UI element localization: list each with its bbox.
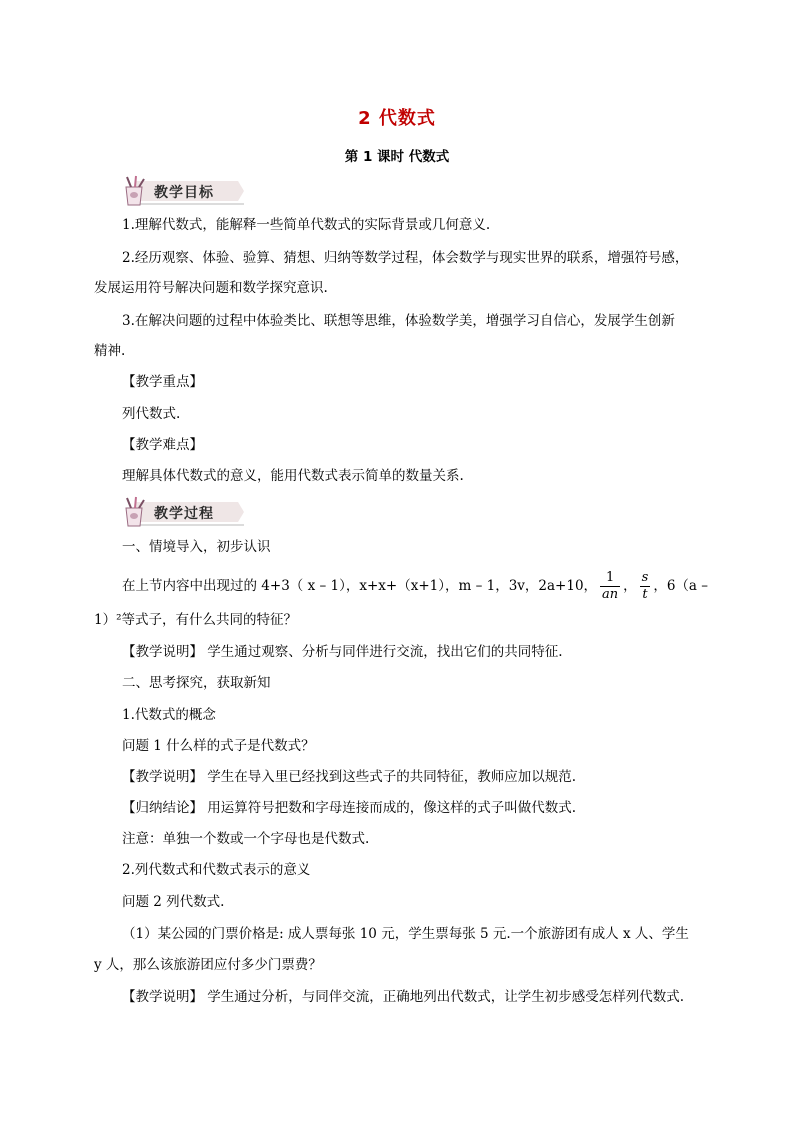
conclusion: 【归纳结论】 用运算符号把数和字母连接而成的，像这样的式子叫做代数式. — [122, 800, 577, 816]
process-banner — [118, 496, 246, 528]
key-point-heading: 【教学重点】 — [122, 374, 203, 390]
question-1: 问题 1 什么样的式子是代数式？ — [122, 738, 315, 754]
fraction-denominator: an — [602, 587, 619, 602]
fraction-s-over-t — [640, 570, 651, 603]
fraction-1-over-an — [600, 570, 620, 603]
teaching-note-1: 【教学说明】 学生通过观察、分析与同伴进行交流，找出它们的共同特征. — [122, 644, 563, 660]
section-1-heading: 一、情境导入，初步认识 — [122, 539, 271, 555]
section-1-question: 1）²等式子，有什么共同的特征？ — [94, 612, 298, 628]
question-2: 问题 2 列代数式. — [122, 894, 225, 910]
difficulty-heading: 【教学难点】 — [122, 437, 203, 453]
fraction-denominator: t — [642, 587, 648, 602]
expressions-tail: ，6（a – — [653, 578, 709, 594]
pen-holder-icon — [120, 175, 150, 207]
problem-1-line-2: y 人，那么该旅游团应付多少门票费？ — [94, 957, 322, 973]
goal-3-line-1: 3.在解决问题的过程中体验类比、联想等思维，体验数学美，增强学习自信心，发展学生创新 — [122, 313, 675, 329]
key-point-text: 列代数式. — [122, 406, 181, 422]
page-title: 2 代数式 — [358, 108, 436, 129]
lesson-subtitle: 第 1 课时 代数式 — [344, 149, 450, 165]
expressions-text: 在上节内容中出现过的 4+3（ x – 1），x+x+（x+1），m – 1，3v，2a+10， — [122, 578, 598, 594]
problem-1-line-1: （1）某公园的门票价格是: 成人票每张 10 元，学生票每张 5 元.一个旅游团有成人 x 人、学生 — [122, 926, 689, 942]
fraction-numerator: s — [641, 570, 649, 585]
teaching-note-2: 【教学说明】 学生在导入里已经找到这些式子的共同特征，教师应加以规范. — [122, 769, 577, 785]
section-2-heading: 二、思考探究，获取新知 — [122, 675, 271, 691]
goal-2-line-2: 发展运用符号解决问题和数学探究意识. — [94, 280, 328, 296]
subsection-2-1: 1.代数式的概念 — [122, 707, 216, 723]
goals-banner-label: 教学目标 — [154, 185, 214, 201]
notice: 注意：单独一个数或一个字母也是代数式. — [122, 831, 370, 847]
goal-3-line-2: 精神. — [94, 343, 126, 359]
section-1-expressions: 在上节内容中出现过的 4+3（ x – 1），x+x+（x+1），m – 1，3v，2a+10， $\frac{1}{an}$ ， $\frac{s}{t}$ ，6（a – — [122, 570, 709, 602]
teaching-note-3: 【教学说明】 学生通过分析，与同伴交流，正确地列出代数式，让学生初步感受怎样列代数式. — [122, 989, 685, 1005]
goal-1: 1.理解代数式，能解释一些简单代数式的实际背景或几何意义. — [122, 217, 491, 233]
difficulty-text: 理解具体代数式的意义，能用代数式表示简单的数量关系. — [122, 468, 464, 484]
fraction-numerator: 1 — [600, 570, 620, 587]
goals-banner — [118, 175, 246, 207]
pen-holder-icon — [120, 496, 150, 528]
subsection-2-2: 2.列代数式和代数式表示的意义 — [122, 862, 311, 878]
goal-2-line-1: 2.经历观察、体验、验算、猜想、归纳等数学过程，体会数学与现实世界的联系，增强符号感， — [122, 250, 689, 266]
process-banner-label: 教学过程 — [154, 506, 214, 522]
